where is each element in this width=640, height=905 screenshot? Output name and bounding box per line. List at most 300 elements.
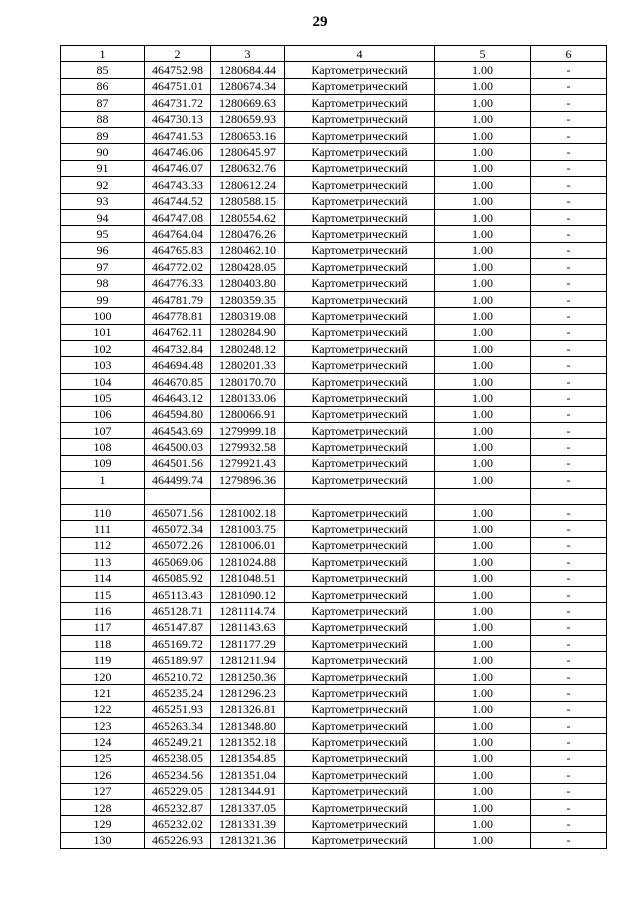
- description-cell: -: [531, 357, 607, 373]
- description-cell: -: [531, 209, 607, 225]
- method-cell: [285, 488, 435, 504]
- y-coordinate-cell: 1280319.08: [211, 308, 285, 324]
- y-coordinate-cell: 1281351.04: [211, 767, 285, 783]
- x-coordinate-cell: 465071.56: [145, 504, 211, 520]
- accuracy-cell: 1.00: [435, 308, 531, 324]
- method-cell: Картометрический: [285, 390, 435, 406]
- point-number-cell: 91: [61, 160, 145, 176]
- table-row: [61, 668, 607, 684]
- table-row: [61, 455, 607, 471]
- y-coordinate-cell: 1281250.36: [211, 668, 285, 684]
- point-number-cell: 107: [61, 422, 145, 438]
- point-number-cell: 129: [61, 816, 145, 832]
- point-number-cell: 117: [61, 619, 145, 635]
- x-coordinate-cell: 465234.56: [145, 767, 211, 783]
- method-cell: Картометрический: [285, 832, 435, 848]
- method-cell: Картометрический: [285, 799, 435, 815]
- y-coordinate-cell: 1280066.91: [211, 406, 285, 422]
- x-coordinate-cell: 465238.05: [145, 750, 211, 766]
- accuracy-cell: 1.00: [435, 734, 531, 750]
- accuracy-cell: 1.00: [435, 537, 531, 553]
- description-cell: -: [531, 799, 607, 815]
- table-row: [61, 767, 607, 783]
- description-cell: -: [531, 586, 607, 602]
- table-row: [61, 750, 607, 766]
- method-cell: Картометрический: [285, 226, 435, 242]
- method-cell: Картометрический: [285, 259, 435, 275]
- table-row: [61, 570, 607, 586]
- x-coordinate-cell: 464670.85: [145, 373, 211, 389]
- x-coordinate-cell: 464731.72: [145, 95, 211, 111]
- point-number-cell: 111: [61, 521, 145, 537]
- y-coordinate-cell: 1281348.80: [211, 718, 285, 734]
- point-number-cell: 118: [61, 636, 145, 652]
- y-coordinate-cell: 1281048.51: [211, 570, 285, 586]
- column-header: 1: [61, 46, 145, 62]
- x-coordinate-cell: 464500.03: [145, 439, 211, 455]
- point-number-cell: 94: [61, 209, 145, 225]
- y-coordinate-cell: 1280659.93: [211, 111, 285, 127]
- description-cell: -: [531, 472, 607, 488]
- y-coordinate-cell: [211, 488, 285, 504]
- method-cell: Картометрический: [285, 734, 435, 750]
- table-row: [61, 373, 607, 389]
- y-coordinate-cell: 1280201.33: [211, 357, 285, 373]
- method-cell: Картометрический: [285, 177, 435, 193]
- description-cell: -: [531, 95, 607, 111]
- point-number-cell: 89: [61, 127, 145, 143]
- table-row: [61, 619, 607, 635]
- accuracy-cell: 1.00: [435, 160, 531, 176]
- x-coordinate-cell: 464694.48: [145, 357, 211, 373]
- method-cell: Картометрический: [285, 586, 435, 602]
- method-cell: Картометрический: [285, 422, 435, 438]
- accuracy-cell: 1.00: [435, 422, 531, 438]
- y-coordinate-cell: 1280248.12: [211, 341, 285, 357]
- x-coordinate-cell: 464744.52: [145, 193, 211, 209]
- table-row: [61, 357, 607, 373]
- table-row: [61, 95, 607, 111]
- table-row: [61, 209, 607, 225]
- method-cell: Картометрический: [285, 603, 435, 619]
- accuracy-cell: 1.00: [435, 439, 531, 455]
- description-cell: -: [531, 111, 607, 127]
- accuracy-cell: 1.00: [435, 373, 531, 389]
- x-coordinate-cell: 464747.08: [145, 209, 211, 225]
- method-cell: Картометрический: [285, 504, 435, 520]
- y-coordinate-cell: 1281024.88: [211, 554, 285, 570]
- x-coordinate-cell: 465169.72: [145, 636, 211, 652]
- description-cell: -: [531, 127, 607, 143]
- accuracy-cell: 1.00: [435, 586, 531, 602]
- point-number-cell: 124: [61, 734, 145, 750]
- y-coordinate-cell: 1281296.23: [211, 685, 285, 701]
- table-body: [61, 46, 607, 849]
- accuracy-cell: 1.00: [435, 750, 531, 766]
- x-coordinate-cell: 464764.04: [145, 226, 211, 242]
- method-cell: Картометрический: [285, 406, 435, 422]
- accuracy-cell: 1.00: [435, 111, 531, 127]
- table-row: [61, 390, 607, 406]
- description-cell: -: [531, 439, 607, 455]
- accuracy-cell: 1.00: [435, 832, 531, 848]
- y-coordinate-cell: 1281344.91: [211, 783, 285, 799]
- y-coordinate-cell: 1280133.06: [211, 390, 285, 406]
- point-number-cell: 85: [61, 62, 145, 78]
- method-cell: Картометрический: [285, 160, 435, 176]
- method-cell: Картометрический: [285, 341, 435, 357]
- table-row: [61, 127, 607, 143]
- point-number-cell: 112: [61, 537, 145, 553]
- description-cell: -: [531, 701, 607, 717]
- y-coordinate-cell: 1281321.36: [211, 832, 285, 848]
- y-coordinate-cell: 1280428.05: [211, 259, 285, 275]
- y-coordinate-cell: 1280359.35: [211, 291, 285, 307]
- x-coordinate-cell: 464772.02: [145, 259, 211, 275]
- method-cell: Картометрический: [285, 209, 435, 225]
- accuracy-cell: 1.00: [435, 390, 531, 406]
- point-number-cell: 102: [61, 341, 145, 357]
- point-number-cell: 123: [61, 718, 145, 734]
- accuracy-cell: 1.00: [435, 78, 531, 94]
- point-number-cell: 98: [61, 275, 145, 291]
- x-coordinate-cell: 464543.69: [145, 422, 211, 438]
- method-cell: Картометрический: [285, 144, 435, 160]
- y-coordinate-cell: 1281331.39: [211, 816, 285, 832]
- y-coordinate-cell: 1280170.70: [211, 373, 285, 389]
- x-coordinate-cell: 464776.33: [145, 275, 211, 291]
- description-cell: -: [531, 341, 607, 357]
- description-cell: -: [531, 767, 607, 783]
- point-number-cell: 108: [61, 439, 145, 455]
- column-header: 5: [435, 46, 531, 62]
- column-header: 2: [145, 46, 211, 62]
- x-coordinate-cell: 465229.05: [145, 783, 211, 799]
- accuracy-cell: 1.00: [435, 144, 531, 160]
- point-number-cell: 99: [61, 291, 145, 307]
- x-coordinate-cell: 465072.26: [145, 537, 211, 553]
- x-coordinate-cell: 465249.21: [145, 734, 211, 750]
- table-row: [61, 324, 607, 340]
- description-cell: -: [531, 816, 607, 832]
- accuracy-cell: 1.00: [435, 341, 531, 357]
- method-cell: Картометрический: [285, 111, 435, 127]
- table-row: [61, 832, 607, 848]
- description-cell: -: [531, 832, 607, 848]
- method-cell: Картометрический: [285, 324, 435, 340]
- y-coordinate-cell: 1280554.62: [211, 209, 285, 225]
- description-cell: -: [531, 177, 607, 193]
- point-number-cell: 97: [61, 259, 145, 275]
- accuracy-cell: 1.00: [435, 701, 531, 717]
- accuracy-cell: 1.00: [435, 226, 531, 242]
- x-coordinate-cell: 464499.74: [145, 472, 211, 488]
- method-cell: Картометрический: [285, 619, 435, 635]
- description-cell: -: [531, 144, 607, 160]
- table-header-row: [61, 46, 607, 62]
- accuracy-cell: 1.00: [435, 652, 531, 668]
- method-cell: Картометрический: [285, 685, 435, 701]
- description-cell: -: [531, 570, 607, 586]
- table-row: [61, 144, 607, 160]
- description-cell: -: [531, 308, 607, 324]
- method-cell: Картометрический: [285, 62, 435, 78]
- description-cell: -: [531, 734, 607, 750]
- point-number-cell: 116: [61, 603, 145, 619]
- accuracy-cell: 1.00: [435, 718, 531, 734]
- description-cell: -: [531, 406, 607, 422]
- y-coordinate-cell: 1281337.05: [211, 799, 285, 815]
- method-cell: Картометрический: [285, 537, 435, 553]
- x-coordinate-cell: 464752.98: [145, 62, 211, 78]
- table-row: [61, 734, 607, 750]
- accuracy-cell: 1.00: [435, 603, 531, 619]
- point-number-cell: 105: [61, 390, 145, 406]
- table-row: [61, 718, 607, 734]
- method-cell: Картометрический: [285, 373, 435, 389]
- accuracy-cell: 1.00: [435, 799, 531, 815]
- x-coordinate-cell: 464743.33: [145, 177, 211, 193]
- column-header: 3: [211, 46, 285, 62]
- x-coordinate-cell: 465263.34: [145, 718, 211, 734]
- accuracy-cell: 1.00: [435, 62, 531, 78]
- accuracy-cell: 1.00: [435, 668, 531, 684]
- point-number-cell: 110: [61, 504, 145, 520]
- point-number-cell: 126: [61, 767, 145, 783]
- method-cell: Картометрический: [285, 783, 435, 799]
- accuracy-cell: 1.00: [435, 177, 531, 193]
- y-coordinate-cell: 1281006.01: [211, 537, 285, 553]
- description-cell: -: [531, 226, 607, 242]
- coordinates-table: [60, 45, 607, 849]
- description-cell: -: [531, 668, 607, 684]
- accuracy-cell: 1.00: [435, 275, 531, 291]
- table-row: [61, 177, 607, 193]
- point-number-cell: 114: [61, 570, 145, 586]
- x-coordinate-cell: 465210.72: [145, 668, 211, 684]
- y-coordinate-cell: 1280684.44: [211, 62, 285, 78]
- description-cell: -: [531, 78, 607, 94]
- point-number-cell: 90: [61, 144, 145, 160]
- x-coordinate-cell: 465072.34: [145, 521, 211, 537]
- accuracy-cell: 1.00: [435, 472, 531, 488]
- table-row: [61, 701, 607, 717]
- table-row: [61, 341, 607, 357]
- accuracy-cell: 1.00: [435, 521, 531, 537]
- x-coordinate-cell: 465226.93: [145, 832, 211, 848]
- description-cell: -: [531, 160, 607, 176]
- y-coordinate-cell: 1280669.63: [211, 95, 285, 111]
- point-number-cell: 103: [61, 357, 145, 373]
- accuracy-cell: 1.00: [435, 242, 531, 258]
- table-row: [61, 554, 607, 570]
- description-cell: -: [531, 504, 607, 520]
- x-coordinate-cell: 465251.93: [145, 701, 211, 717]
- point-number-cell: 113: [61, 554, 145, 570]
- table-row: [61, 62, 607, 78]
- table-row: [61, 275, 607, 291]
- description-cell: -: [531, 62, 607, 78]
- point-number-cell: 86: [61, 78, 145, 94]
- method-cell: Картометрический: [285, 308, 435, 324]
- method-cell: Картометрический: [285, 554, 435, 570]
- x-coordinate-cell: 464751.01: [145, 78, 211, 94]
- point-number-cell: 115: [61, 586, 145, 602]
- method-cell: Картометрический: [285, 193, 435, 209]
- method-cell: Картометрический: [285, 570, 435, 586]
- y-coordinate-cell: 1280403.80: [211, 275, 285, 291]
- table-row: [61, 422, 607, 438]
- point-number-cell: 93: [61, 193, 145, 209]
- accuracy-cell: 1.00: [435, 636, 531, 652]
- accuracy-cell: 1.00: [435, 127, 531, 143]
- y-coordinate-cell: 1280632.76: [211, 160, 285, 176]
- description-cell: -: [531, 275, 607, 291]
- y-coordinate-cell: 1279921.43: [211, 455, 285, 471]
- description-cell: -: [531, 521, 607, 537]
- accuracy-cell: 1.00: [435, 570, 531, 586]
- y-coordinate-cell: 1281352.18: [211, 734, 285, 750]
- table-row: [61, 406, 607, 422]
- point-number-cell: 88: [61, 111, 145, 127]
- description-cell: -: [531, 193, 607, 209]
- method-cell: Картометрический: [285, 816, 435, 832]
- description-cell: -: [531, 390, 607, 406]
- y-coordinate-cell: 1281090.12: [211, 586, 285, 602]
- accuracy-cell: 1.00: [435, 767, 531, 783]
- method-cell: Картометрический: [285, 439, 435, 455]
- table-row: [61, 111, 607, 127]
- method-cell: Картометрический: [285, 95, 435, 111]
- table-row: [61, 259, 607, 275]
- x-coordinate-cell: [145, 488, 211, 504]
- accuracy-cell: 1.00: [435, 685, 531, 701]
- x-coordinate-cell: 464732.84: [145, 341, 211, 357]
- table-row: [61, 472, 607, 488]
- point-number-cell: 130: [61, 832, 145, 848]
- description-cell: -: [531, 718, 607, 734]
- column-header: 4: [285, 46, 435, 62]
- method-cell: Картометрический: [285, 275, 435, 291]
- y-coordinate-cell: 1279932.58: [211, 439, 285, 455]
- y-coordinate-cell: 1279896.36: [211, 472, 285, 488]
- x-coordinate-cell: 464730.13: [145, 111, 211, 127]
- accuracy-cell: 1.00: [435, 291, 531, 307]
- point-number-cell: 128: [61, 799, 145, 815]
- description-cell: -: [531, 373, 607, 389]
- x-coordinate-cell: 464643.12: [145, 390, 211, 406]
- accuracy-cell: 1.00: [435, 95, 531, 111]
- description-cell: -: [531, 619, 607, 635]
- description-cell: -: [531, 554, 607, 570]
- method-cell: Картометрический: [285, 701, 435, 717]
- description-cell: -: [531, 783, 607, 799]
- y-coordinate-cell: 1279999.18: [211, 422, 285, 438]
- point-number-cell: 125: [61, 750, 145, 766]
- x-coordinate-cell: 465113.43: [145, 586, 211, 602]
- accuracy-cell: 1.00: [435, 816, 531, 832]
- table-row: [61, 816, 607, 832]
- y-coordinate-cell: 1280284.90: [211, 324, 285, 340]
- method-cell: Картометрический: [285, 455, 435, 471]
- table-row: [61, 504, 607, 520]
- table-row: [61, 537, 607, 553]
- method-cell: Картометрический: [285, 242, 435, 258]
- method-cell: Картометрический: [285, 357, 435, 373]
- y-coordinate-cell: 1280612.24: [211, 177, 285, 193]
- y-coordinate-cell: 1281002.18: [211, 504, 285, 520]
- point-number-cell: [61, 488, 145, 504]
- table-row: [61, 521, 607, 537]
- description-cell: -: [531, 455, 607, 471]
- accuracy-cell: 1.00: [435, 209, 531, 225]
- table-row: [61, 160, 607, 176]
- accuracy-cell: 1.00: [435, 554, 531, 570]
- x-coordinate-cell: 464746.06: [145, 144, 211, 160]
- y-coordinate-cell: 1281211.94: [211, 652, 285, 668]
- method-cell: Картометрический: [285, 668, 435, 684]
- description-cell: -: [531, 422, 607, 438]
- y-coordinate-cell: 1281003.75: [211, 521, 285, 537]
- point-number-cell: 121: [61, 685, 145, 701]
- x-coordinate-cell: 464762.11: [145, 324, 211, 340]
- method-cell: Картометрический: [285, 291, 435, 307]
- table-row: [61, 308, 607, 324]
- method-cell: Картометрический: [285, 652, 435, 668]
- point-number-cell: 92: [61, 177, 145, 193]
- description-cell: -: [531, 636, 607, 652]
- table-row: [61, 439, 607, 455]
- point-number-cell: 106: [61, 406, 145, 422]
- description-cell: -: [531, 652, 607, 668]
- point-number-cell: 87: [61, 95, 145, 111]
- x-coordinate-cell: 464741.53: [145, 127, 211, 143]
- description-cell: -: [531, 537, 607, 553]
- y-coordinate-cell: 1281177.29: [211, 636, 285, 652]
- method-cell: Картометрический: [285, 718, 435, 734]
- point-number-cell: 104: [61, 373, 145, 389]
- x-coordinate-cell: 465232.87: [145, 799, 211, 815]
- description-cell: -: [531, 259, 607, 275]
- description-cell: -: [531, 242, 607, 258]
- table-row: [61, 636, 607, 652]
- accuracy-cell: 1.00: [435, 324, 531, 340]
- x-coordinate-cell: 465232.02: [145, 816, 211, 832]
- table-row: [61, 78, 607, 94]
- table-row: [61, 242, 607, 258]
- table-row: [61, 799, 607, 815]
- method-cell: Картометрический: [285, 78, 435, 94]
- y-coordinate-cell: 1281354.85: [211, 750, 285, 766]
- x-coordinate-cell: 465085.92: [145, 570, 211, 586]
- point-number-cell: 120: [61, 668, 145, 684]
- accuracy-cell: 1.00: [435, 504, 531, 520]
- x-coordinate-cell: 465069.06: [145, 554, 211, 570]
- point-number-cell: 122: [61, 701, 145, 717]
- accuracy-cell: 1.00: [435, 357, 531, 373]
- table-row: [61, 652, 607, 668]
- x-coordinate-cell: 464781.79: [145, 291, 211, 307]
- y-coordinate-cell: 1280674.34: [211, 78, 285, 94]
- method-cell: Картометрический: [285, 767, 435, 783]
- y-coordinate-cell: 1280462.10: [211, 242, 285, 258]
- table-row: [61, 783, 607, 799]
- point-number-cell: 1: [61, 472, 145, 488]
- table-row: [61, 586, 607, 602]
- x-coordinate-cell: 464746.07: [145, 160, 211, 176]
- x-coordinate-cell: 465147.87: [145, 619, 211, 635]
- table-row: [61, 603, 607, 619]
